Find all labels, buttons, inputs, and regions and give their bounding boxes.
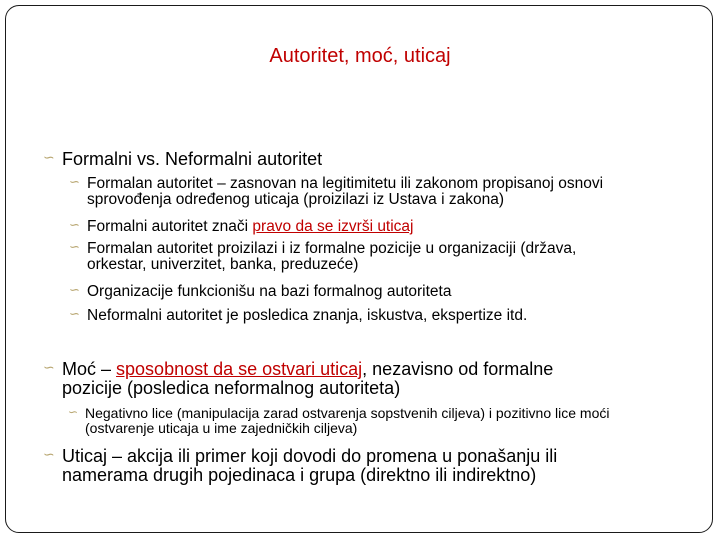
- wave-bullet-icon: ∽: [69, 175, 80, 190]
- section2-paragraph: ∽ Moć – sposobnost da se ostvari uticaj, nezavisno od formalne pozicije (posledica neformalnog autoriteta): [43, 359, 554, 398]
- section2-subitem: ∽ Negativno lice (manipulacija zarad ostvarenja sopstvenih ciljeva) i pozitivno lice moći (ostvarenje uticaja u ime zajedničkih ciljeva): [68, 405, 610, 437]
- section1-item-5: ∽ Neformalni autoritet je posledica znanja, iskustva, ekspertize itd.: [69, 307, 528, 324]
- section1-heading: ∽ Formalni vs. Neformalni autoritet: [43, 149, 323, 169]
- wave-bullet-icon: ∽: [69, 283, 80, 298]
- section1-item-4: ∽ Organizacije funkcionišu na bazi formalnog autoriteta: [69, 283, 452, 300]
- wave-bullet-icon: ∽: [43, 150, 55, 166]
- wave-bullet-icon: ∽: [43, 447, 55, 463]
- section3-paragraph: ∽ Uticaj – akcija ili primer koji dovodi do promena u ponašanju ili namerama drugih pojedinaca i grupa (direktno ili indirektno): [43, 446, 558, 485]
- slide-title: Autoritet, moć, uticaj: [269, 45, 451, 67]
- wave-bullet-icon: ∽: [69, 240, 80, 255]
- section1-item-3: ∽ Formalan autoritet proizilazi i iz formalne pozicije u organizaciji (država, orkestar, univerzitet, banka, preduzeće): [69, 240, 577, 274]
- wave-bullet-icon: ∽: [69, 307, 80, 322]
- wave-bullet-icon: ∽: [69, 218, 80, 233]
- wave-bullet-icon: ∽: [68, 405, 79, 419]
- section1-item-2: ∽ Formalni autoritet znači pravo da se izvrši uticaj: [69, 218, 414, 235]
- wave-bullet-icon: ∽: [43, 360, 55, 376]
- section1-item-1: ∽ Formalan autoritet – zasnovan na legitimitetu ili zakonom propisanoj osnovi sprovođenja određenog uticaja (proizilazi iz Ustava i zakona): [69, 175, 604, 209]
